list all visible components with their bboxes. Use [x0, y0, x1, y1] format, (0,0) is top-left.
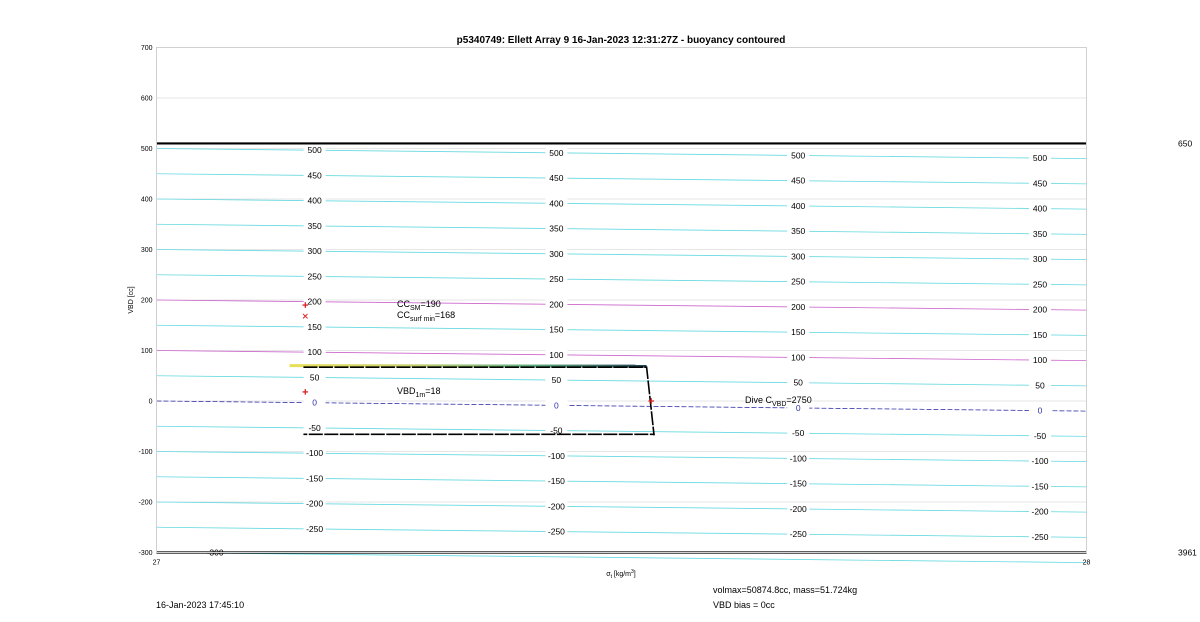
contour-line	[157, 199, 1087, 209]
contour-line	[157, 401, 1087, 411]
contour-line	[157, 527, 1087, 540]
contour-label: 100	[791, 352, 806, 363]
y-tick-label: 500	[140, 146, 153, 153]
contour-label: 500	[307, 145, 322, 156]
contour-line	[157, 553, 1087, 563]
contour-label: 0	[554, 400, 559, 411]
contour-label: -250	[789, 529, 807, 540]
contour-label: -200	[306, 498, 324, 509]
contour-label: -50	[550, 425, 563, 436]
contour-label: 100	[1032, 355, 1048, 366]
contour-label: 200	[1032, 304, 1048, 315]
contour-label: 300	[549, 248, 564, 259]
y-tick-label: 600	[140, 95, 153, 103]
contour-label: -100	[789, 453, 807, 464]
contour-label: -50	[308, 422, 321, 433]
contour-label: 150	[307, 321, 322, 332]
y-tick-label: 400	[140, 196, 153, 204]
contour-label: 250	[791, 276, 806, 287]
contour-label: 150	[1032, 329, 1048, 340]
contour-line	[157, 325, 1087, 338]
contour-label: 450	[1032, 178, 1048, 189]
contour-label: 300	[791, 251, 806, 262]
contour-label: 200	[791, 301, 806, 312]
contour-label: 0	[795, 402, 801, 413]
y-tick-label: 0	[148, 398, 153, 406]
contour-label: 50	[793, 377, 803, 388]
y-tick-label: 200	[140, 297, 153, 305]
contour-line	[157, 224, 1087, 237]
contour-label: 50	[551, 375, 562, 386]
contour-label: 50	[309, 372, 320, 383]
dive-trace	[289, 366, 654, 436]
contour-label: -150	[789, 478, 807, 489]
contour-label: 500	[549, 147, 564, 158]
contour-label: 0	[312, 397, 317, 408]
contour-label: 0	[1037, 405, 1043, 416]
grid-lines	[157, 48, 1087, 553]
contour-label: 450	[307, 170, 322, 181]
contour-label: 300	[307, 246, 322, 257]
contour-label: 50	[1035, 380, 1045, 391]
contour-label: 300	[1032, 254, 1048, 265]
contour-label: 350	[307, 220, 322, 231]
contour-label: -50	[1033, 430, 1047, 441]
marker-point	[303, 389, 309, 395]
contour-label: 350	[791, 226, 806, 237]
cc-surf-min-annotation: $CC_{surf min}=168$	[397, 310, 456, 323]
contour-line	[157, 452, 1087, 462]
vbd-limit-lines	[157, 143, 1087, 552]
contour-label: 500	[1032, 153, 1048, 164]
contour-label: 400	[1032, 203, 1048, 214]
vbd-bias-readout: VBD bias = 0cc	[713, 600, 775, 610]
contour-label: -200	[547, 501, 565, 512]
contour-label: -100	[547, 450, 565, 461]
dive-c-vbd-annotation: Dive $C_{VBD}=2750$	[745, 395, 812, 408]
contour-label: -200	[1031, 506, 1049, 517]
y-tick-label: 700	[140, 45, 153, 52]
contour-label: -250	[547, 526, 565, 537]
contour-label: 150	[791, 327, 806, 338]
contour-label: 350	[1032, 228, 1048, 239]
contour-line	[157, 149, 1087, 159]
contour-label: -300	[206, 547, 224, 558]
contour-label: -100	[306, 448, 324, 459]
contour-label: 400	[307, 195, 322, 206]
contour-line	[157, 174, 1087, 184]
contour-line	[157, 376, 1087, 386]
x-axis-label: $\sigma_t$ $[kg/m^3]$	[606, 569, 636, 580]
contour-label: 200	[549, 299, 564, 310]
contour-label: -150	[547, 476, 565, 487]
vbd-1m-annotation: $VBD_{1m}=18$	[397, 386, 441, 399]
y-tick-label: -200	[138, 499, 153, 507]
plot-timestamp: 16-Jan-2023 17:45:10	[156, 600, 245, 610]
chart-title: p5340749: Ellett Array 9 16-Jan-2023 12:31:27Z - buoyancy contoured	[456, 35, 786, 46]
cc-sm-annotation: $CC_{SM}=190$	[397, 299, 441, 312]
contour-label: -200	[789, 503, 807, 514]
contour-label: 250	[307, 271, 322, 282]
contour-line	[157, 351, 1087, 361]
y-tick-label: -100	[138, 449, 153, 456]
contour-label: 150	[549, 324, 564, 335]
contour-label: 100	[549, 349, 564, 360]
contour-label: 250	[549, 274, 564, 285]
contour-label: 400	[549, 198, 564, 209]
contour-line	[157, 477, 1087, 487]
marker-point	[303, 314, 307, 318]
contour-line	[157, 502, 1087, 512]
contour-label: -150	[306, 473, 324, 484]
y-tick-label: 100	[140, 348, 153, 355]
contour-label: 350	[549, 223, 564, 234]
y-tick-label: -300	[138, 550, 153, 557]
series-leg	[289, 366, 646, 367]
x-tick-label: 28	[1082, 559, 1091, 567]
contour-label: 400	[791, 200, 806, 211]
contour-line	[157, 250, 1087, 260]
volmax-mass-readout: volmax=50874.8cc, mass=51.724kg	[713, 585, 858, 595]
contour-line	[157, 275, 1087, 285]
contour-label: 250	[1032, 279, 1048, 290]
contour-label: 450	[549, 173, 564, 184]
contour-label: -150	[1031, 481, 1049, 492]
y-axis-label: VBD [cc]	[128, 286, 135, 314]
contour-label: 500	[791, 150, 806, 161]
contour-label: 200	[307, 296, 322, 307]
x-tick-label: 27	[152, 559, 161, 567]
contour-label: -250	[1031, 531, 1049, 542]
contour-label: -50	[792, 428, 805, 439]
contour-line	[157, 300, 1087, 310]
contour-label: -250	[306, 523, 324, 534]
contour-label: 100	[307, 347, 322, 358]
contour-label: -100	[1031, 456, 1049, 467]
right-axis-label: 650	[1178, 138, 1193, 149]
right-axis-label: 3961	[1178, 547, 1197, 558]
contour-label: 450	[791, 175, 806, 186]
y-tick-label: 300	[140, 247, 153, 254]
buoyancy-contours	[157, 149, 1087, 563]
